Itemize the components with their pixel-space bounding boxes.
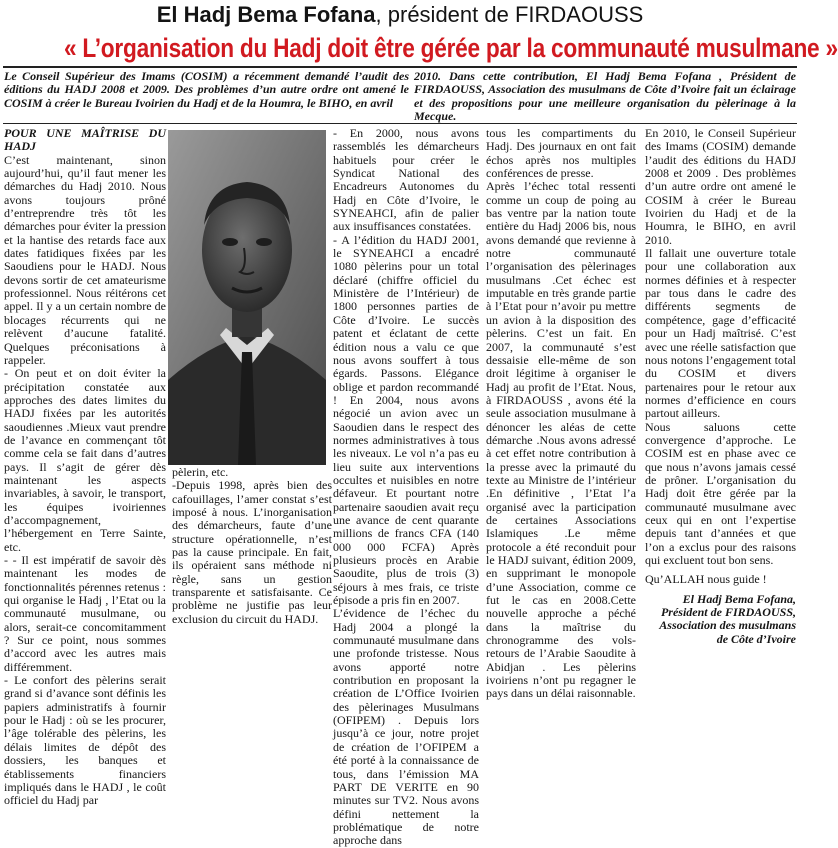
- paragraph: pèlerin, etc.: [172, 465, 229, 479]
- header-rule: [3, 66, 797, 68]
- paragraph: -Depuis 1998, après bien des cafouillages, l’amer constat s’est imposé à nous. L’inorganisation des démarcheurs, faute d’une structure opérationnelle, n’est pas la cause principale. En fait, ils opéraient sans méthode ni règle, sans un gestion transparente et satisfaisante. Ce problème ne justifie pas leur exclusion du circuit du HADJ.: [172, 478, 332, 626]
- kicker-role: , président de FIRDAOUSS: [375, 2, 644, 27]
- subhead: POUR UNE MAÎTRISE DU HADJ: [4, 126, 166, 154]
- author-signature: El Hadj Bema Fofana, Président de FIRDAOUSS, Association des musulmans de Côte d’Ivoire: [659, 591, 796, 646]
- chapo-right: 2010. Dans cette contribution, El Hadj Bema Fofana , Président de FIRDAOUSS, Association des musulmans de Côte d’Ivoire fait un éclairage et des propositions pour une meilleure organisation du pèlerinage à la Mecque.: [414, 69, 796, 124]
- headline: « L’organisation du Hadj doit être gérée par la communauté musulmane »: [64, 33, 838, 63]
- author-photo: [168, 130, 326, 465]
- kicker: [0, 2, 800, 28]
- paragraph: tous les compartiments du Hadj. Des journaux en ont fait échos après nos multiples conférences de presse.: [486, 126, 636, 181]
- column-4: [486, 127, 636, 701]
- portrait-image: [168, 130, 326, 465]
- paragraph: L’évidence de l’échec du Hadj 2004 a plongé la communauté musulmane dans une profonde tristesse. Nous avons apporté notre contribution en proposant la création de L’Office Ivoirien des pèlerinages Musulmans (OFIPEM) . Depuis lors jusqu’à ce jour, notre projet de création de l’OFIPEM a été porté à la connaissance de tous, dans l’émission MA PART DE VERITE en 90 minutes sur TV2. Nous avons défini nettement la problématique de notre approche dans: [333, 606, 479, 848]
- paragraph: - Le confort des pèlerins serait grand si d’avance sont définis les papiers administratifs à fournir pour le Hadj : où se les procurer, l’âge tolérable des pèlerins, les délais limites de dépôt des dossiers, les banques et établissements financiers impliqués dans le HADJ , le coût officiel du Hadj par: [4, 673, 166, 808]
- paragraph: Qu’ALLAH nous guide !: [645, 572, 767, 587]
- column-5: [645, 127, 796, 646]
- paragraph: Il fallait une ouverture totale pour une collaboration aux normes définies et à respecter par tous dans le cadre des différents segments de compétence, gage d’efficacité pour un Hadj maîtrisé. C’est avec une réelle satisfaction que nous notons l’engagement total du COSIM et divers partenaires pour le retour aux normes d’efficience en cours partout ailleurs.: [645, 246, 796, 421]
- paragraph: - - Il est impératif de savoir dès maintenant les modes de fonctionnalités pérennes retenus : qui organise le Hadj , l’Etat ou la communauté musulmane, ou alors, serait-ce concomitamment ? Sur ce point, nous sommes d’accord avec les autres mais différemment.: [4, 553, 166, 674]
- paragraph: - On peut et on doit éviter la précipitation constatée aux approches des dates limites du HADJ fixées par les autorités saoudiennes .Mieux vaut prendre de l’avance en commençant tôt comme cela se fait dans d’autres pays. Il s’agit de gérer dès maintenant les aspects invariables, à savoir, le transport, les équipes ivoiriennes d’accompagnement, l’hébergement en Terre Sainte, etc.: [4, 366, 166, 554]
- chapo-left: Le Conseil Supérieur des Imams (COSIM) a récemment demandé l’audit des éditions du HADJ 2008 et 2009. Des problèmes d’un autre ordre ont amené le COSIM à créer le Bureau Ivoirien du Hadj et de la Houmra, le BIHO, en avril: [4, 69, 409, 110]
- paragraph: Après l’échec total ressenti comme un coup de poing au bas ventre par la nation toute entière du Hadj 2006 bis, nous avons demandé que revienne à notre communauté l’organisation des pèlerinages musulmans .Cet échec est imputable en très grande partie à l’Etat pour n’avoir pu mettre un avion à la disposition des pèlerins. C’est un fait. En 2007, la communauté s’est dessaisie elle-même de son droit légitime à organiser le Hadj au profit de l’Etat. Nous, à FIRDAOUSS , avons été la seule association musulmane à dénoncer les aléas de cette démarche .Nous avons adressé à cet effet notre contribution à la presse avec la primauté du texte au Ministre de l’intérieur .En définitive , l’Etat l’a organisé avec la participation de certaines Associations Islamiques .Le même protocole a été reconduit pour le HADJ suivant, édition 2009, en supprimant le monopole d’une Association, comme ce fut le cas en 2008.Cette nouvelle approche a péché dans la maîtrise du chronogramme des vols-retours de l’Arabie Saoudite à Abidjan . Les pèlerins ivoiriens n’ont pu regagner le pays dans un délai raisonnable.: [486, 179, 636, 701]
- column-2: [172, 466, 332, 626]
- paragraph: Nous saluons cette convergence d’approche. Le COSIM est en phase avec ce que nous n’avons jamais cessé de prôner. L’organisation du Hadj doit être gérée par la communauté musulmane avec ceux qui en ont l’expertise depuis tant d’années et que l’on a exclus pour des raisons qui excluent tout bon sens.: [645, 419, 796, 567]
- paragraph: - En 2000, nous avons rassemblés les démarcheurs habituels pour créer le Syndicat National des Encadreurs Autonomes du Hadj en Côte d’Ivoire, le SYNEAHCI, afin de palier aux insuffisances constatées.: [333, 126, 479, 234]
- column-1: [4, 127, 166, 808]
- chapo-rule: [3, 123, 797, 124]
- paragraph: - A l’édition du HADJ 2001, le SYNEAHCI a encadré 1080 pèlerins pour un total déclaré (chiffre officiel du Ministère de l’Intérieur) de 1800 personnes parties de Côte d’Ivoire. Le succès patent et éclatant de cette édition nous a valu ce que nous avons souffert à tous égards. Passons. Elégance oblige et pardon recommandé ! En 2004, nous avons négocié un avion avec un Saoudien dans le respect des normes administratives à tous les niveaux. Le vol n’a pas eu lieu suite aux interventions occultes et nuisibles en notre défaveur. Et pourtant notre partenaire saoudien avait reçu une avance de cent quarante millions de francs CFA (140 000 000 FCFA) Après plusieurs procès en Arabie Saoudite, plus de trois (3) séjours à mes frais, ce triste épisode a pris fin en 2007.: [333, 232, 479, 608]
- kicker-name: El Hadj Bema Fofana: [156, 2, 376, 27]
- paragraph: C’est maintenant, sinon aujourd’hui, qu’il faut mener les démarches du Hadj 2010. Nous avons toujours prôné d’entreprendre très tôt les démarches pour éviter la pression et la hantise des retards face aux dates fatidiques fixées par les Saoudiens pour le HADJ. Nous devons sortir de cet amateurisme professionnel. Nous réitérons cet appel. Il y a un certain nombre de blocages récurrents qui ne relèvent d’aucune fatalité. Quelques préconisations à rappeler.: [4, 152, 166, 367]
- column-3: [333, 127, 479, 848]
- paragraph: En 2010, le Conseil Supérieur des Imams (COSIM) demande l’audit des éditions du HADJ 2008 et 2009 . Des problèmes d’un autre ordre ont amené le COSIM à créer le Bureau Ivoirien du Hadj et de la Houmra, le BIHO, en avril 2010.: [645, 126, 796, 247]
